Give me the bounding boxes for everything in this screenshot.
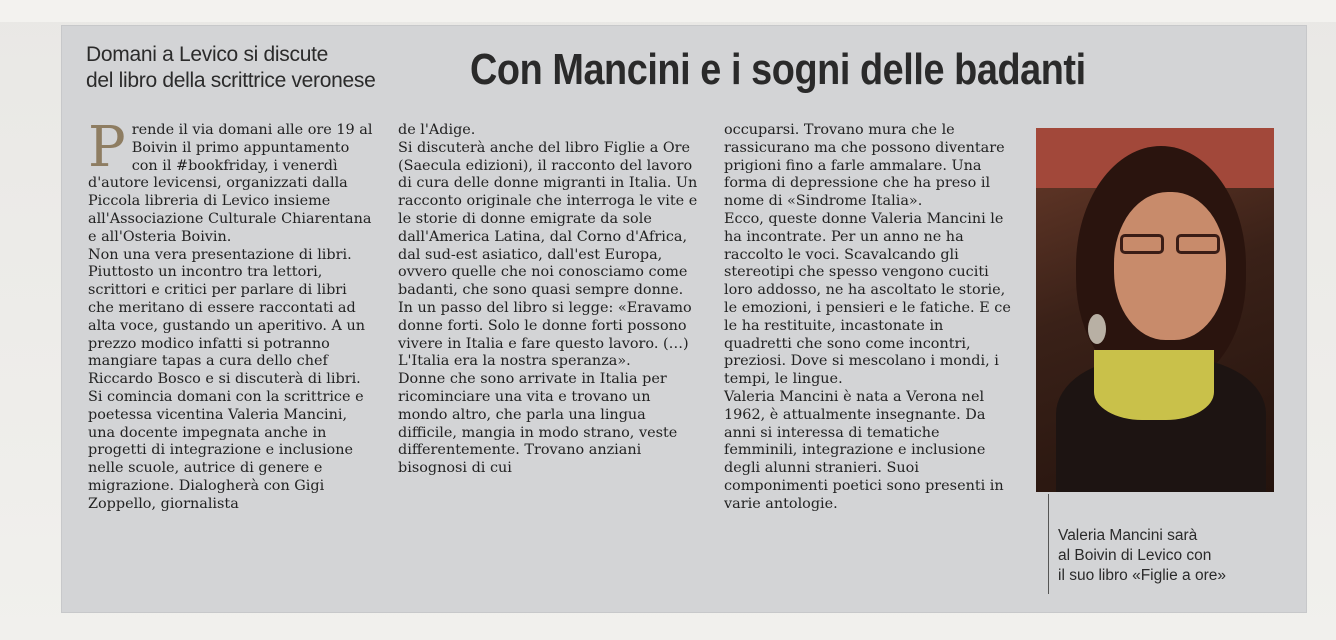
column-1 <box>88 115 376 514</box>
caption-line: il suo libro «Figlie a ore» <box>1058 567 1227 584</box>
paragraph: Non una vera presentazione di libri. Piuttosto un incontro tra lettori, scrittori e critici per parlare di libri che meritano di essere raccontati ad alta voce, gustando un aperitivo. A un prezzo modico infatti si potranno mangiare tapas a cura dello chef Riccardo Bosco e si discuterà di libri. <box>88 246 366 388</box>
column-2 <box>398 122 704 478</box>
top-paper-strip <box>0 0 1336 22</box>
kicker <box>86 42 446 94</box>
paragraph: Si comincia domani con la scrittrice e poetessa vicentina Valeria Mancini, una docente impegnata anche in progetti di integrazione e inclusione nelle scuole, autrice di genere e migrazione. Dialogherà con Gigi Zoppello, giornalista <box>88 388 364 512</box>
photo-caption <box>1058 526 1278 586</box>
photo-earring <box>1088 314 1106 344</box>
paragraph: Valeria Mancini è nata a Verona nel 1962, è attualmente insegnante. Da anni si interessa di tematiche femminili, integrazione e inclusione degli alunni stranieri. Suoi componimenti poetici sono presenti in varie antologie. <box>724 388 1004 512</box>
headline: Con Mancini e i sogni delle badanti <box>470 45 1086 94</box>
photo-glasses <box>1120 234 1224 256</box>
paragraph: Donne che sono arrivate in Italia per ricominciare una vita e trovano un mondo altro, che parla una lingua difficile, mangia in modo strano, veste differentemente. Trovano anziani bisognosi di cui <box>398 371 678 477</box>
caption-line: al Boivin di Levico con <box>1058 547 1212 564</box>
caption-line: Valeria Mancini sarà <box>1058 527 1198 544</box>
caption-rule <box>1048 494 1049 594</box>
article-box <box>62 26 1306 612</box>
paragraph: Si discuterà anche del libro Figlie a Ore (Saecula edizioni), il racconto del lavoro di cura delle donne migranti in Italia. Un racconto originale che interroga le vite e le storie di donne emigrate da sole dall'America Latina, dal Corno d'Africa, dal sud-est asiatico, dall'est Europa, ovvero quelle che noi conosciamo come badanti, che sono quasi sempre donne. <box>398 139 698 299</box>
paragraph: rende il via domani alle ore 19 al Boivin il primo appuntamento con il #bookfriday, i venerdì d'autore levicensi, organizzati dalla Piccola libreria di Levico insieme all'Associazione Culturale Chiarentana e all'Osteria Boivin. <box>88 122 373 245</box>
drop-cap: P <box>88 115 126 180</box>
paragraph: occuparsi. Trovano mura che le rassicurano ma che possono diventare prigioni fino a farle ammalare. Una forma di depressione che ha preso il nome di «Sindrome Italia». <box>724 122 1005 210</box>
kicker-line: del libro della scrittrice veronese <box>86 69 376 92</box>
kicker-line: Domani a Levico si discute <box>86 43 328 66</box>
photo-face <box>1114 192 1226 340</box>
paragraph: In un passo del libro si legge: «Eravamo donne forti. Solo le donne forti possono vivere in Italia e fare questo lavoro. (…) L'Italia era la nostra speranza». <box>398 299 692 370</box>
column-3 <box>724 122 1012 514</box>
paragraph: Ecco, queste donne Valeria Mancini le ha incontrate. Per un anno ne ha raccolto le voci. Scavalcando gli stereotipi che spesso vengono cuciti loro addosso, ne ha ascoltato le storie, le emozioni, i pensieri e le fatiche. E ce le ha restituite, incastonate in quadretti che sono come incontri, preziosi. Dove si mescolano i mondi, i tempi, le lingue. <box>724 210 1011 388</box>
author-photo <box>1036 128 1274 492</box>
photo-collar <box>1094 350 1214 420</box>
paragraph: de l'Adige. <box>398 122 476 138</box>
